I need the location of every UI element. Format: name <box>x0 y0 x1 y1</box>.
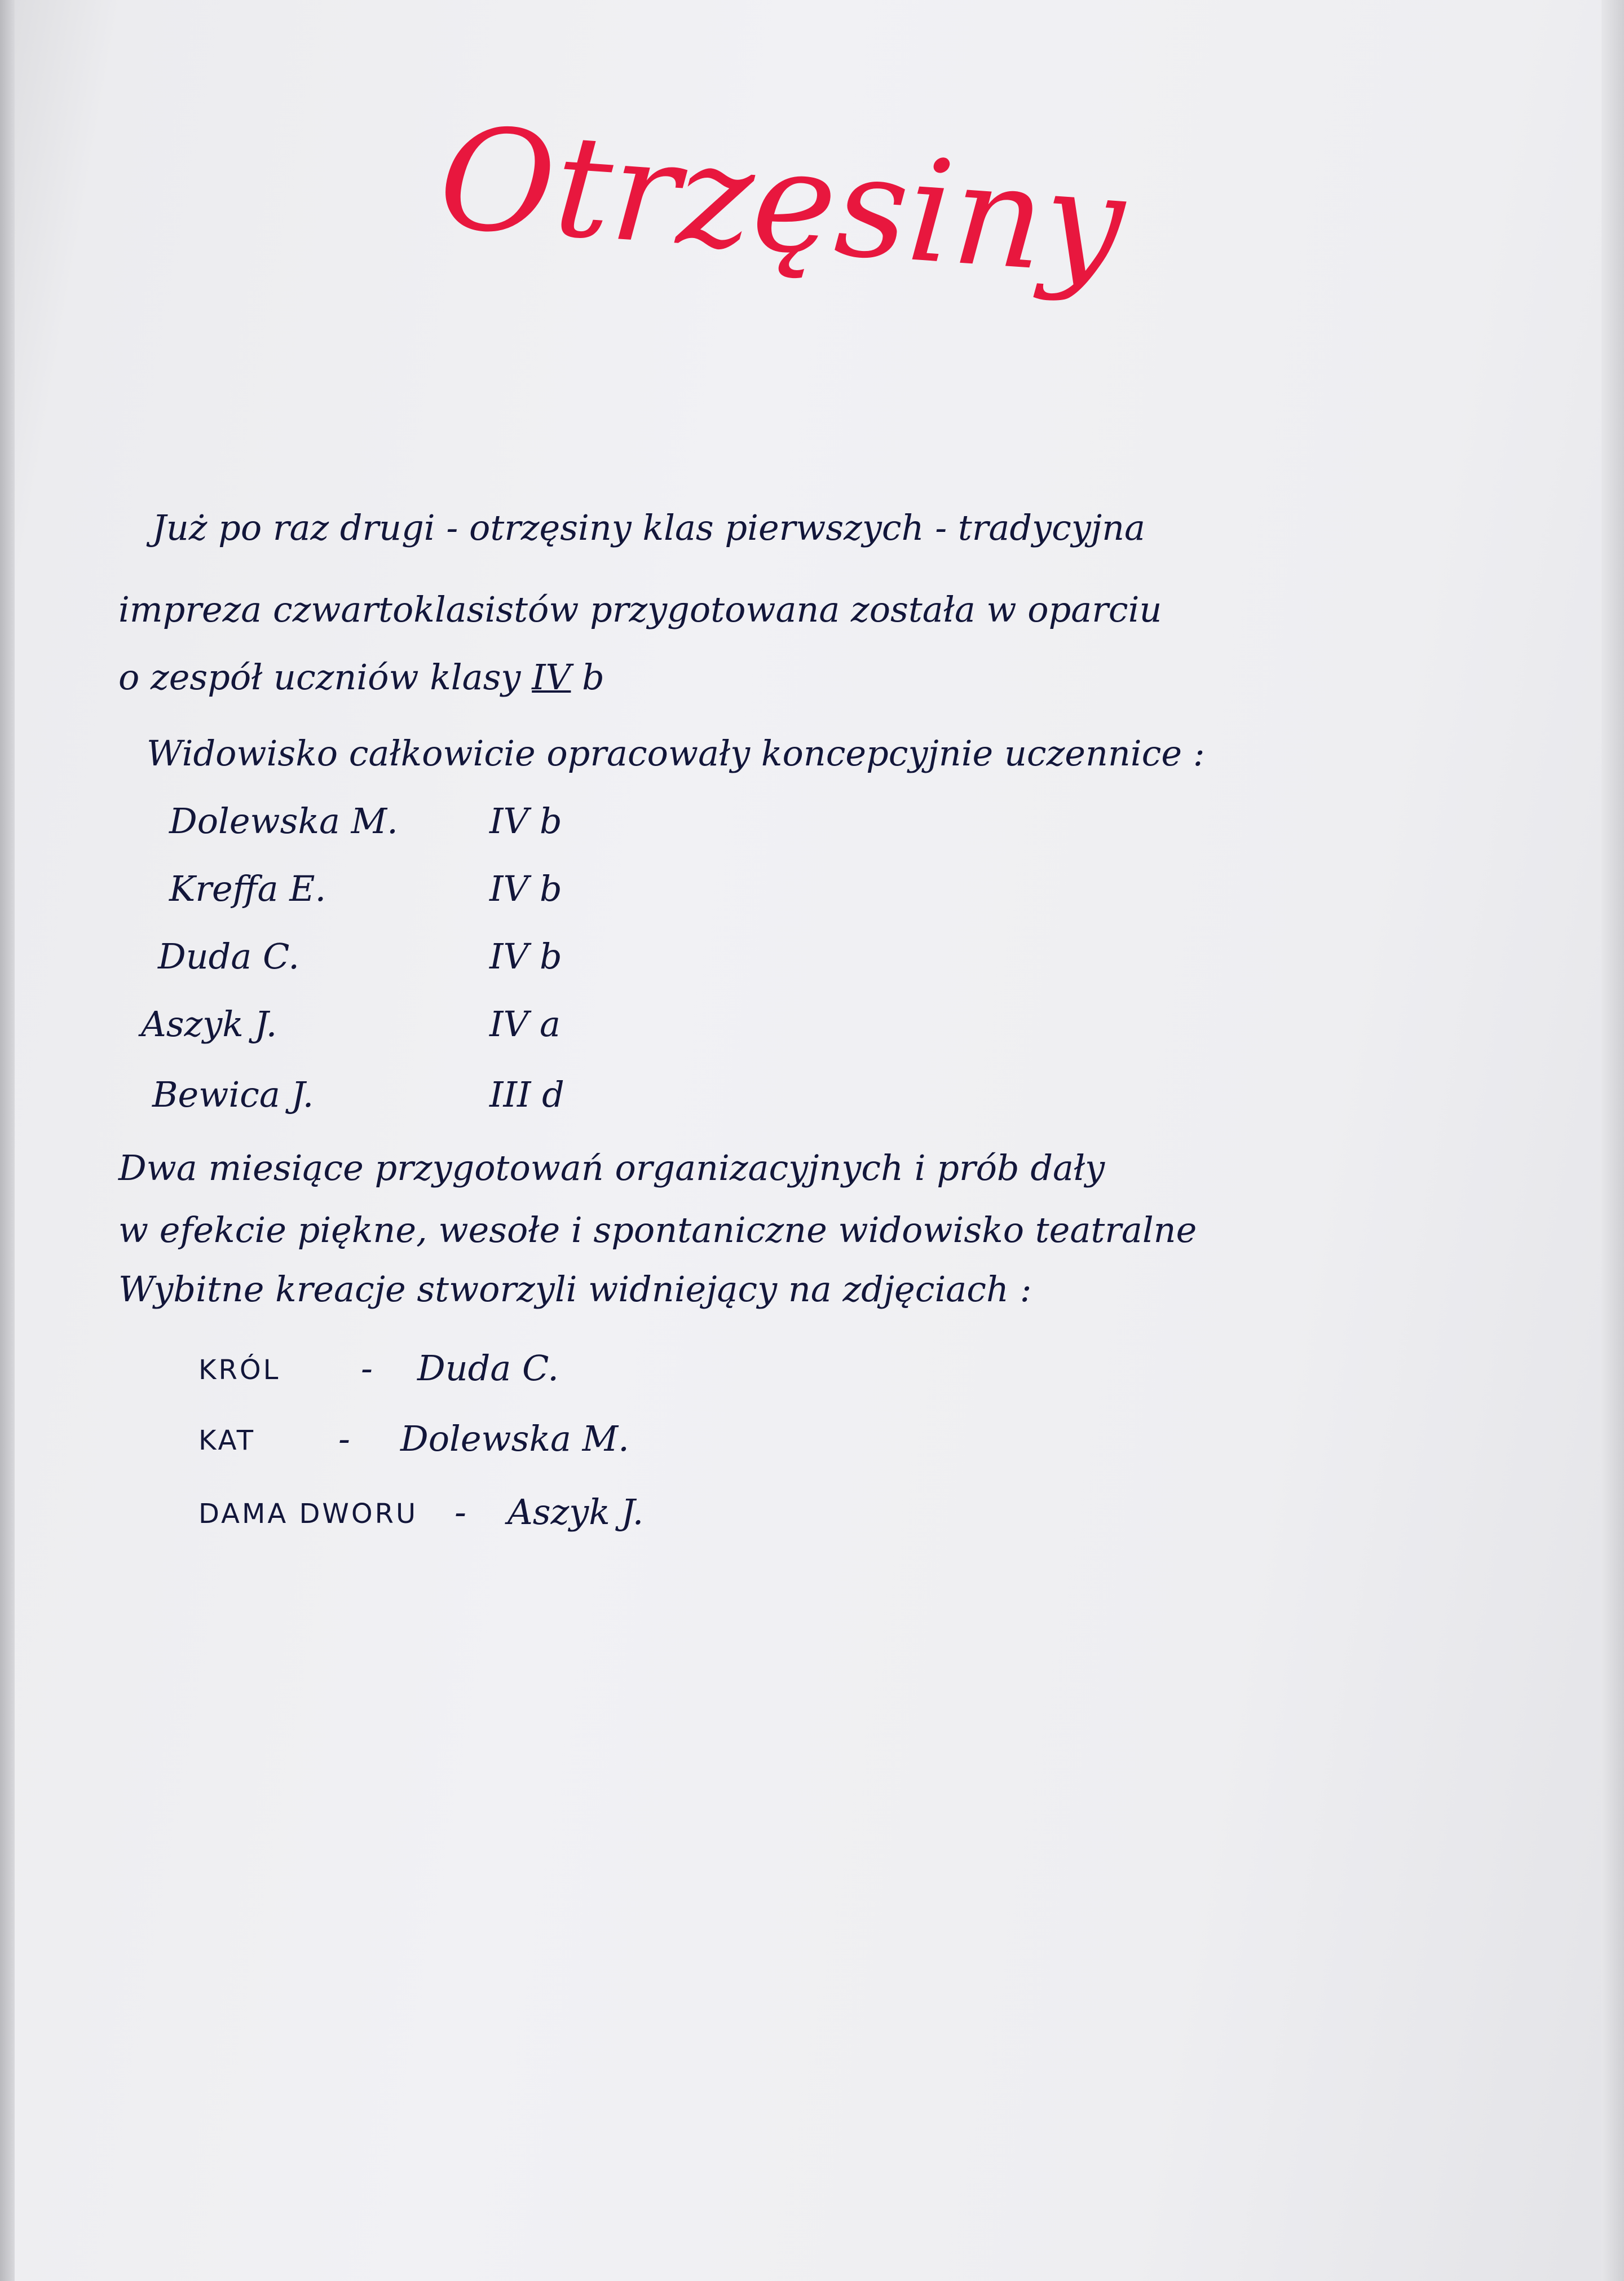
role-dash: - <box>454 1491 466 1533</box>
paper-right-edge <box>1601 0 1624 2281</box>
author-name: Dolewska M. <box>169 800 398 842</box>
role-dash: - <box>361 1348 373 1389</box>
role-label: KRÓL <box>198 1354 281 1386</box>
author-class: III d <box>489 1074 564 1115</box>
intro-line-3 <box>118 657 604 698</box>
summary-line-1: Dwa miesiące przygotowań organizacyjnych i prób dały <box>118 1147 1105 1188</box>
role-actor: Dolewska M. <box>400 1418 629 1459</box>
page-title: Otrzęsiny <box>434 95 1129 307</box>
role-label: KAT <box>198 1425 256 1456</box>
intro-class-roman: IV <box>532 657 571 698</box>
author-class: IV b <box>489 936 562 977</box>
author-class: IV b <box>489 800 562 842</box>
authors-heading: Widowisko całkowicie opracowały koncepcyjnie uczennice : <box>147 733 1205 774</box>
intro-class-letter: b <box>582 657 604 698</box>
role-actor: Aszyk J. <box>508 1491 644 1533</box>
role-dash: - <box>338 1418 350 1459</box>
intro-line-1: Już po raz drugi - otrzęsiny klas pierwszych - tradycyjna <box>152 507 1145 548</box>
author-name: Bewica J. <box>152 1074 314 1115</box>
summary-line-3: Wybitne kreacje stworzyli widniejący na zdjęciach : <box>118 1269 1032 1310</box>
paper-left-edge <box>0 0 15 2281</box>
intro-line-2: impreza czwartoklasistów przygotowana została w oparciu <box>118 589 1162 630</box>
summary-line-2: w efekcie piękne, wesołe i spontaniczne widowisko teatralne <box>118 1209 1197 1250</box>
role-actor: Duda C. <box>417 1348 559 1389</box>
intro-line-3-text: o zespół uczniów klasy <box>118 657 521 698</box>
role-label: DAMA DWORU <box>198 1498 418 1530</box>
author-name: Aszyk J. <box>141 1003 277 1045</box>
author-class: IV a <box>489 1003 561 1045</box>
author-name: Kreffa E. <box>169 868 326 909</box>
author-name: Duda C. <box>158 936 299 977</box>
author-class: IV b <box>489 868 562 909</box>
